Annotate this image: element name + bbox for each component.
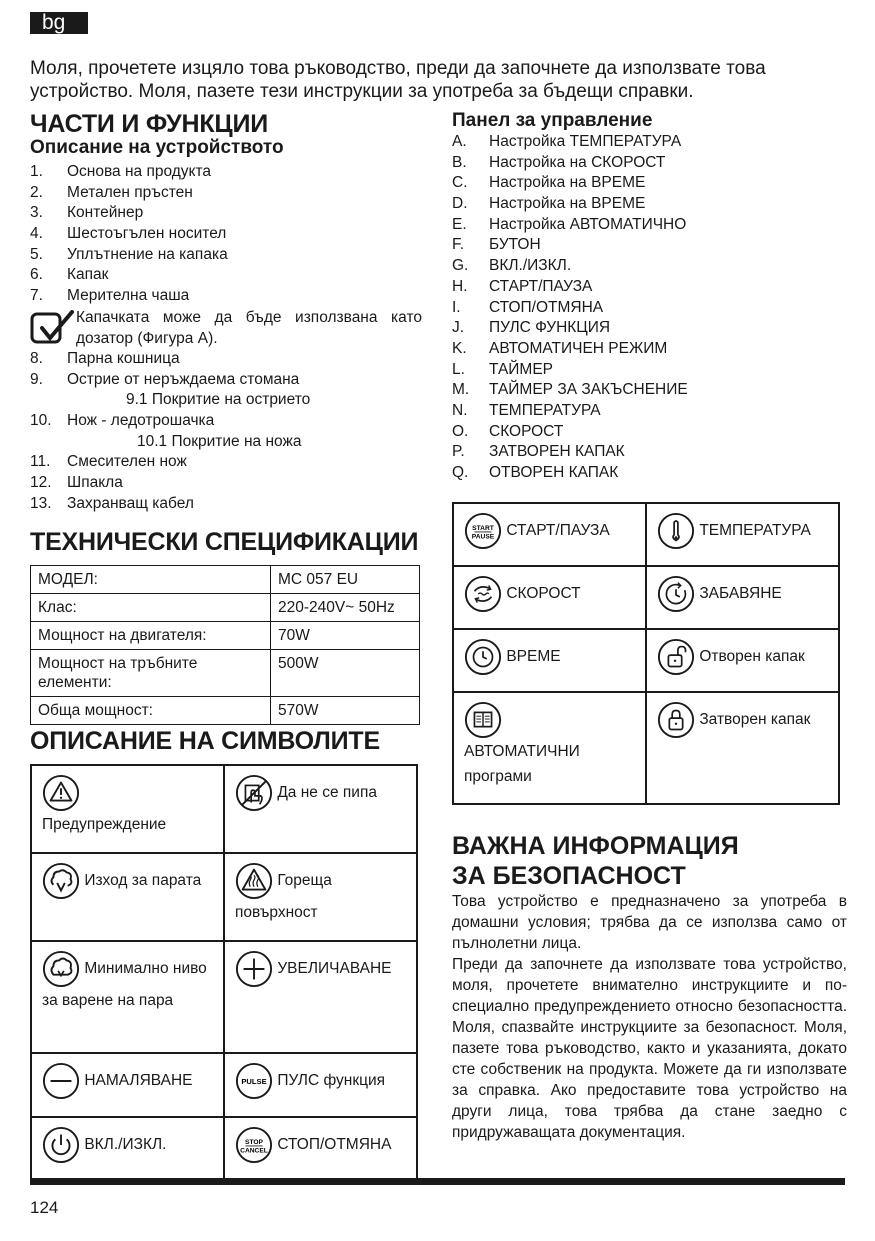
list-item: F. БУТОН	[452, 236, 541, 254]
control-temperature: ТЕМПЕРАТУРА	[646, 503, 839, 566]
steam-outlet-icon	[42, 862, 80, 900]
table-row: Клас: 220-240V~ 50Hz	[31, 594, 420, 622]
delay-timer-icon	[657, 575, 695, 613]
list-item: 4. Шестоъгълен носител	[30, 225, 227, 243]
bottom-divider	[30, 1178, 845, 1185]
symbols-table	[30, 764, 418, 1182]
unlock-icon	[657, 638, 695, 676]
hot-surface-icon	[235, 862, 273, 900]
safety-title-line2: ЗА БЕЗОПАСНОСТ	[452, 861, 686, 890]
control-lid-open: Отворен капак	[646, 629, 839, 692]
checkmark-note-icon	[30, 310, 76, 346]
table-row: Мощност на двигателя: 70W	[31, 622, 420, 650]
control-time: ВРЕМЕ	[453, 629, 646, 692]
auto-programs-book-icon	[464, 701, 502, 739]
table-row: Обща мощност: 570W	[31, 697, 420, 725]
specs-title: ТЕХНИЧЕСКИ СПЕЦИФИКАЦИИ	[30, 528, 419, 557]
list-item: 7. Мерителна чаша	[30, 287, 190, 305]
list-item: E. Настройка АВТОМАТИЧНО	[452, 215, 687, 233]
list-item: 6. Капак	[30, 266, 109, 284]
right-column	[452, 110, 847, 1143]
svg-text:PULSE: PULSE	[241, 1077, 267, 1087]
list-item: Q. ОТВОРЕН КАПАК	[452, 464, 619, 481]
list-item: 8. Парна кошница	[30, 349, 180, 367]
svg-text:START: START	[472, 524, 494, 532]
list-item: 2. Метален пръстен	[30, 183, 193, 201]
list-item: O. СКОРОСТ	[452, 422, 564, 440]
control-icons-table	[452, 502, 840, 805]
list-item: K. АВТОМАТИЧЕН РЕЖИМ	[452, 339, 668, 357]
page-number: 124	[30, 1198, 59, 1217]
symbol-stop: STOP CANCEL СТОП/ОТМЯНА	[224, 1117, 417, 1181]
symbol-steam-outlet: Изход за парата	[31, 853, 224, 941]
language-badge: bg	[30, 12, 88, 34]
control-start-pause: START PAUSE СТАРТ/ПАУЗА	[453, 503, 646, 566]
list-item: 10. Нож - ледотрошачка	[30, 411, 215, 429]
list-item: 9. Острие от неръждаема стомана	[30, 370, 300, 388]
safety-paragraph-1: Това устройство е предназначено за употреба в домашни условия; трябва да се използва само от пълнолетни лица.	[452, 892, 847, 952]
control-delay: ЗАБАВЯНЕ	[646, 566, 839, 629]
list-item: 3. Контейнер	[30, 204, 144, 222]
list-subitem: 9.1 Покритие на острието	[126, 391, 311, 409]
no-touch-icon	[235, 774, 273, 812]
safety-paragraph-2: Преди да започнете да използвате това устройство, моля, прочетете внимателно инструкциите и по-специално предупреждението относно безопасността. Моля, спазвайте инструкциите за безопасност. Моля, пазете това ръководство, както и указанията, докато сте собственик на продукта. Можете да ги използвате за справка. Ако предоставите това устройство на други лица, това трябва да стане заедно с придружаващата документация.	[452, 955, 847, 1141]
symbol-decrease: НАМАЛЯВАНЕ	[31, 1053, 224, 1117]
svg-text:PAUSE: PAUSE	[471, 533, 495, 541]
thermometer-icon	[657, 512, 695, 550]
list-item: A. Настройка ТЕМПЕРАТУРА	[452, 133, 682, 150]
control-panel-list	[452, 132, 847, 484]
parts-list	[30, 162, 422, 307]
list-item: I. СТОП/ОТМЯНА	[452, 298, 604, 316]
list-item: 1. Основа на продукта	[30, 163, 212, 180]
safety-title-line1: ВАЖНА ИНФОРМАЦИЯ	[452, 831, 739, 860]
svg-text:CANCEL: CANCEL	[240, 1147, 268, 1155]
list-item: D. Настройка на ВРЕМЕ	[452, 195, 646, 213]
min-steam-level-icon	[42, 950, 80, 988]
power-icon	[42, 1126, 80, 1164]
symbol-increase: УВЕЛИЧАВАНЕ	[224, 941, 417, 1053]
list-item: M. ТАЙМЕР ЗА ЗАКЪСНЕНИЕ	[452, 381, 688, 399]
list-item: H. СТАРТ/ПАУЗА	[452, 277, 593, 295]
safety-section	[452, 831, 847, 1143]
list-item: 13. Захранващ кабел	[30, 494, 194, 512]
symbols-title: ОПИСАНИЕ НА СИМВОЛИТЕ	[30, 727, 380, 756]
list-item: 12. Шпакла	[30, 473, 123, 491]
control-lid-closed: Затворен капак	[646, 692, 839, 804]
start-pause-icon	[464, 512, 502, 550]
list-item: J. ПУЛС ФУНКЦИЯ	[452, 319, 611, 337]
parts-title: ЧАСТИ И ФУНКЦИИ	[30, 110, 268, 138]
list-item: L. ТАЙМЕР	[452, 360, 554, 378]
note-block	[30, 307, 422, 349]
symbol-onoff: ВКЛ./ИЗКЛ.	[31, 1117, 224, 1181]
control-auto-programs: АВТОМАТИЧНИ програми	[453, 692, 646, 804]
list-item: P. ЗАТВОРЕН КАПАК	[452, 443, 625, 461]
lock-icon	[657, 701, 695, 739]
symbol-pulse: PULSE ПУЛС функция	[224, 1053, 417, 1117]
control-speed: СКОРОСТ	[453, 566, 646, 629]
symbol-no-touch: Да не се пипа	[224, 765, 417, 853]
parts-list-continued	[30, 349, 422, 515]
symbol-hot-surface: Гореща повърхност	[224, 853, 417, 941]
table-row: МОДЕЛ: MC 057 EU	[31, 566, 420, 594]
list-item: B. Настройка на СКОРОСТ	[452, 153, 666, 171]
list-item: N. ТЕМПЕРАТУРА	[452, 401, 601, 419]
list-item: 11. Смесителен нож	[30, 453, 187, 471]
clock-icon	[464, 638, 502, 676]
list-subitem: 10.1 Покритие на ножа	[137, 432, 302, 450]
list-item: C. Настройка на ВРЕМЕ	[452, 174, 646, 192]
intro-text: Моля, прочетете изцяло това ръководство, преди да започнете да използвате това устройство. Моля, пазете тези инструкции за употреба за бъдещи справки.	[30, 58, 766, 102]
note-text: Капачката може да бъде използвана като дозатор (Фигура А).	[76, 308, 422, 347]
pulse-icon	[235, 1062, 273, 1100]
plus-icon	[235, 950, 273, 988]
speed-icon	[464, 575, 502, 613]
stop-cancel-icon	[235, 1126, 273, 1164]
specs-table	[30, 565, 420, 725]
table-row: Мощност на тръбните елементи: 500W	[31, 650, 420, 697]
svg-text:STOP: STOP	[245, 1139, 263, 1147]
left-column	[30, 110, 422, 1182]
minus-icon	[42, 1062, 80, 1100]
control-panel-title: Панел за управление	[452, 110, 653, 131]
list-item: 5. Уплътнение на капака	[30, 245, 228, 263]
list-item: G. ВКЛ./ИЗКЛ.	[452, 257, 572, 275]
warning-icon	[42, 774, 80, 812]
symbol-warning: Предупреждение	[31, 765, 224, 853]
device-description-title: Описание на устройството	[30, 137, 284, 158]
symbol-min-level: Минимално ниво за варене на пара	[31, 941, 224, 1053]
